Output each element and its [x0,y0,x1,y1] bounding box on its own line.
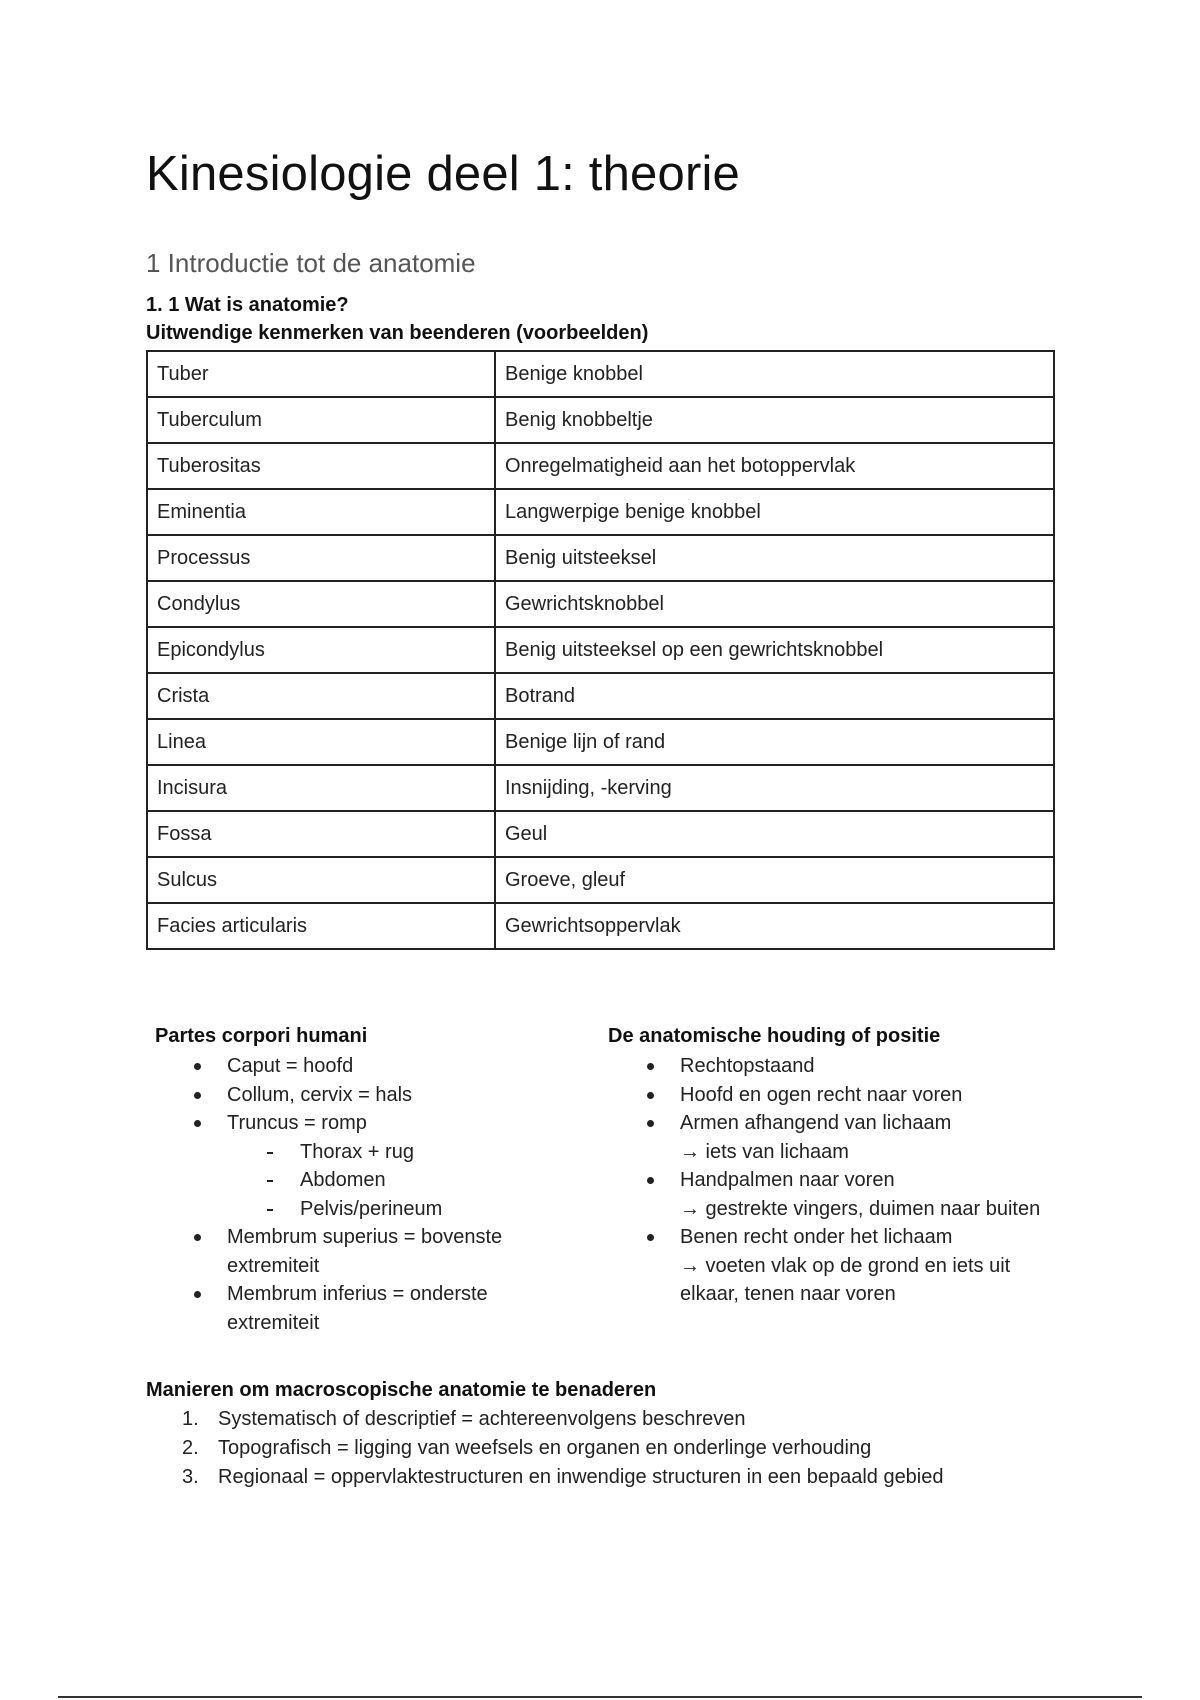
list-item [680,1081,1048,1110]
definition-cell: Onregelmatigheid aan het botoppervlak [495,443,1054,489]
list-item-note: → iets van lichaam [680,1140,849,1163]
partes-list [155,1052,555,1337]
section-heading: 1 Introductie tot de anatomie [146,248,476,278]
term-cell: Linea [147,719,495,765]
list-item [680,1166,1048,1223]
list-item [227,1109,555,1223]
table-row [147,719,1054,765]
manieren-section [146,1376,1046,1492]
page-title: Kinesiologie deel 1: theorie [146,147,741,201]
table-row [147,765,1054,811]
table-row [147,857,1054,903]
list-item-line: Handpalmen naar voren [680,1169,895,1191]
list-item: Caput = hoofd [227,1052,555,1081]
term-cell: Epicondylus [147,627,495,673]
term-cell: Fossa [147,811,495,857]
footer-divider [58,1696,1142,1698]
definition-cell: Benig uitsteeksel op een gewrichtsknobbel [495,627,1054,673]
definition-cell: Benige lijn of rand [495,719,1054,765]
sub-list-item: Thorax + rug [300,1138,555,1167]
list-item-note: → gestrekte vingers, duimen naar buiten [680,1197,1041,1220]
list-item-line: Armen afhangend van lichaam [680,1112,952,1134]
houding-section [608,1022,1048,1309]
bone-features-table [146,350,1055,950]
item-number: 3. [182,1466,199,1488]
sub-list-item: Abdomen [300,1166,555,1195]
houding-title: De anatomische houding of positie [608,1025,941,1047]
table-row [147,627,1054,673]
table-row [147,811,1054,857]
list-item: Membrum inferius = onderste extremiteit [227,1280,555,1337]
sub-list-item: Pelvis/perineum [300,1195,555,1224]
definition-cell: Gewrichtsoppervlak [495,903,1054,949]
list-item: Collum, cervix = hals [227,1081,555,1110]
table-row [147,443,1054,489]
definition-cell: Groeve, gleuf [495,857,1054,903]
list-item-line: Benen recht onder het lichaam [680,1226,953,1248]
list-item-line: Hoofd en ogen recht naar voren [680,1083,963,1106]
definition-cell: Benige knobbel [495,351,1054,397]
term-cell: Incisura [147,765,495,811]
list-item [680,1223,1048,1309]
definition-cell: Gewrichtsknobbel [495,581,1054,627]
partes-section [155,1022,555,1337]
houding-list [608,1052,1048,1309]
table-row [147,489,1054,535]
definition-cell: Geul [495,811,1054,857]
definition-cell: Botrand [495,673,1054,719]
table-caption: Uitwendige kenmerken van beenderen (voorbeelden) [146,322,649,344]
list-item [680,1052,1048,1081]
item-number: 1. [182,1408,199,1430]
table-row [147,397,1054,443]
term-cell: Tuberculum [147,397,495,443]
term-cell: Tuberositas [147,443,495,489]
term-cell: Condylus [147,581,495,627]
truncus-sublist [227,1138,555,1224]
table-row [147,673,1054,719]
numbered-item [182,1405,1046,1434]
numbered-item [182,1463,1046,1492]
term-cell: Eminentia [147,489,495,535]
list-item [680,1109,1048,1166]
definition-cell: Benig knobbeltje [495,397,1054,443]
term-cell: Processus [147,535,495,581]
term-cell: Tuber [147,351,495,397]
item-text: Topografisch = ligging van weefsels en organen en onderlinge verhouding [218,1437,872,1459]
definition-cell: Langwerpige benige knobbel [495,489,1054,535]
term-cell: Sulcus [147,857,495,903]
table-row [147,581,1054,627]
definition-cell: Benig uitsteeksel [495,535,1054,581]
term-cell: Facies articularis [147,903,495,949]
table-row [147,535,1054,581]
item-number: 2. [182,1437,199,1459]
table-row [147,351,1054,397]
term-cell: Crista [147,673,495,719]
partes-title: Partes corpori humani [155,1025,368,1047]
numbered-item [182,1434,1046,1463]
manieren-title: Manieren om macroscopische anatomie te benaderen [146,1379,657,1401]
sub-heading: 1. 1 Wat is anatomie? [146,294,349,316]
list-item-line: Rechtopstaand [680,1055,815,1077]
list-item-note: → voeten vlak op de grond en iets uit elkaar, tenen naar voren [680,1254,1011,1305]
item-text: Regionaal = oppervlaktestructuren en inwendige structuren in een bepaald gebied [218,1466,944,1488]
item-text: Systematisch of descriptief = achtereenvolgens beschreven [218,1408,746,1430]
definition-cell: Insnijding, -kerving [495,765,1054,811]
manieren-list [146,1405,1046,1492]
table-row [147,903,1054,949]
list-item-text: Truncus = romp [227,1112,367,1134]
list-item: Membrum superius = bovenste extremiteit [227,1223,555,1280]
